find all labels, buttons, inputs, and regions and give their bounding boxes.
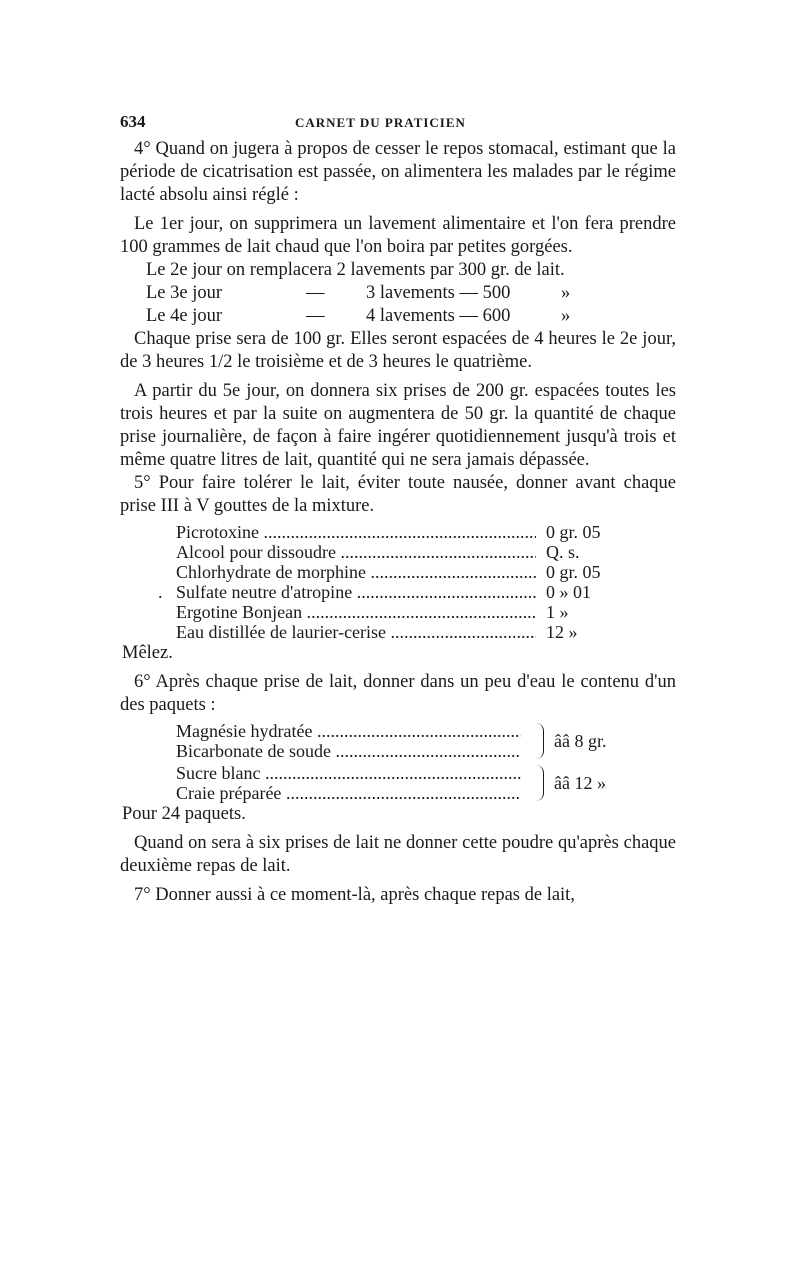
paragraph-fifth-day: A partir du 5e jour, on donnera six prises de 200 gr. espacées toutes les trois heures et par la suite on augmentera de 50 gr. la quantité de chaque prise journalière, de façon à faire ingérer quotidiennement jusqu'à trois et même quatre litres de lait, quantité qui ne sera jamais dépassée. [120, 381, 676, 470]
ingredient-qty: 1 » [546, 602, 569, 622]
ingredient-name: Alcool pour dissoudre ..... [176, 542, 536, 562]
packet-ingredient: Sucre blanc ..... [176, 763, 521, 783]
packet-ingredient: Craie préparée ..... [176, 783, 521, 803]
ingredient-name: Sulfate neutre d'atropine ..... [176, 582, 536, 602]
page-header [120, 112, 676, 138]
schedule-row [120, 259, 676, 282]
packet-qty: ââ 12 » [554, 772, 606, 793]
paragraph-first-day: Le 1er jour, on supprimera un lavement alimentaire et l'on fera prendre 100 grammes de lait chaud que l'on boira par petites gorgées. [120, 214, 676, 257]
schedule-day: Le 2e jour [146, 260, 223, 280]
ingredient-name: Ergotine Bonjean ..... [176, 602, 536, 622]
paragraph-4: 4° Quand on jugera à propos de cesser le repos stomacal, estimant que la période de cicatrisation est passée, on alimentera les malades par le régime lacté absolu ainsi réglé : [120, 139, 676, 205]
brace [529, 765, 544, 801]
schedule-end: » [561, 306, 571, 326]
ingredient-name: Chlorhydrate de morphine ..... [176, 562, 536, 582]
ingredient-qty: 0 gr. 05 [546, 562, 601, 582]
pour-label: Pour 24 paquets. [122, 804, 246, 824]
paragraph-6: 6° Après chaque prise de lait, donner dans un peu d'eau le contenu d'un des paquets : [120, 672, 676, 715]
schedule-mid: 3 lavements — 500 [366, 283, 511, 303]
mixture-row [176, 622, 636, 642]
packet-formula [176, 721, 676, 803]
margin-dot: . [158, 582, 163, 602]
mixture-row [176, 562, 636, 582]
mixture-row [158, 582, 636, 602]
schedule-mid: on remplacera 2 lavements par 300 gr. [226, 260, 510, 280]
ingredient-qty: 0 » 01 [546, 582, 591, 602]
paragraph-six-prises: Quand on sera à six prises de lait ne donner cette poudre qu'après chaque deuxième repas de lait. [120, 833, 676, 876]
schedule-mid: 4 lavements — 600 [366, 306, 511, 326]
schedule-row [120, 282, 676, 305]
packet-group [176, 721, 676, 761]
brace [529, 723, 544, 759]
schedule-row [120, 305, 676, 328]
packet-group [176, 763, 676, 803]
paragraph-7: 7° Donner aussi à ce moment-là, après chaque repas de lait, [134, 885, 575, 905]
ingredient-name: Eau distillée de laurier-cerise ..... [176, 622, 536, 642]
running-title: CARNET DU PRATICIEN [295, 115, 466, 130]
schedule-day: Le 4e jour [146, 306, 223, 326]
ingredient-qty: 12 » [546, 622, 578, 642]
schedule-dash: — [306, 283, 325, 303]
packet-qty: ââ 8 gr. [554, 730, 607, 751]
packet-ingredient: Bicarbonate de soude ..... [176, 741, 521, 761]
mixture-row [176, 602, 636, 622]
paragraph-prises: Chaque prise sera de 100 gr. Elles seront espacées de 4 heures le 2e jour, de 3 heures 1/2 le troisième et de 3 heures le quatrième. [120, 329, 676, 372]
page [120, 112, 676, 907]
ingredient-qty: Q. s. [546, 542, 580, 562]
ingredient-qty: 0 gr. 05 [546, 522, 601, 542]
packet-ingredient: Magnésie hydratée ..... [176, 721, 521, 741]
melez-label: Mêlez. [122, 643, 173, 663]
mixture-row [176, 542, 636, 562]
schedule-day: Le 3e jour [146, 283, 223, 303]
mixture-formula [158, 522, 636, 642]
mixture-row [176, 522, 636, 542]
schedule-end: de lait. [514, 260, 565, 280]
schedule-end: » [561, 283, 571, 303]
page-number: 634 [120, 112, 146, 131]
schedule-dash: — [306, 306, 325, 326]
paragraph-5: 5° Pour faire tolérer le lait, éviter toute nausée, donner avant chaque prise III à V gouttes de la mixture. [120, 473, 676, 516]
ingredient-name: Picrotoxine ..... [176, 522, 536, 542]
